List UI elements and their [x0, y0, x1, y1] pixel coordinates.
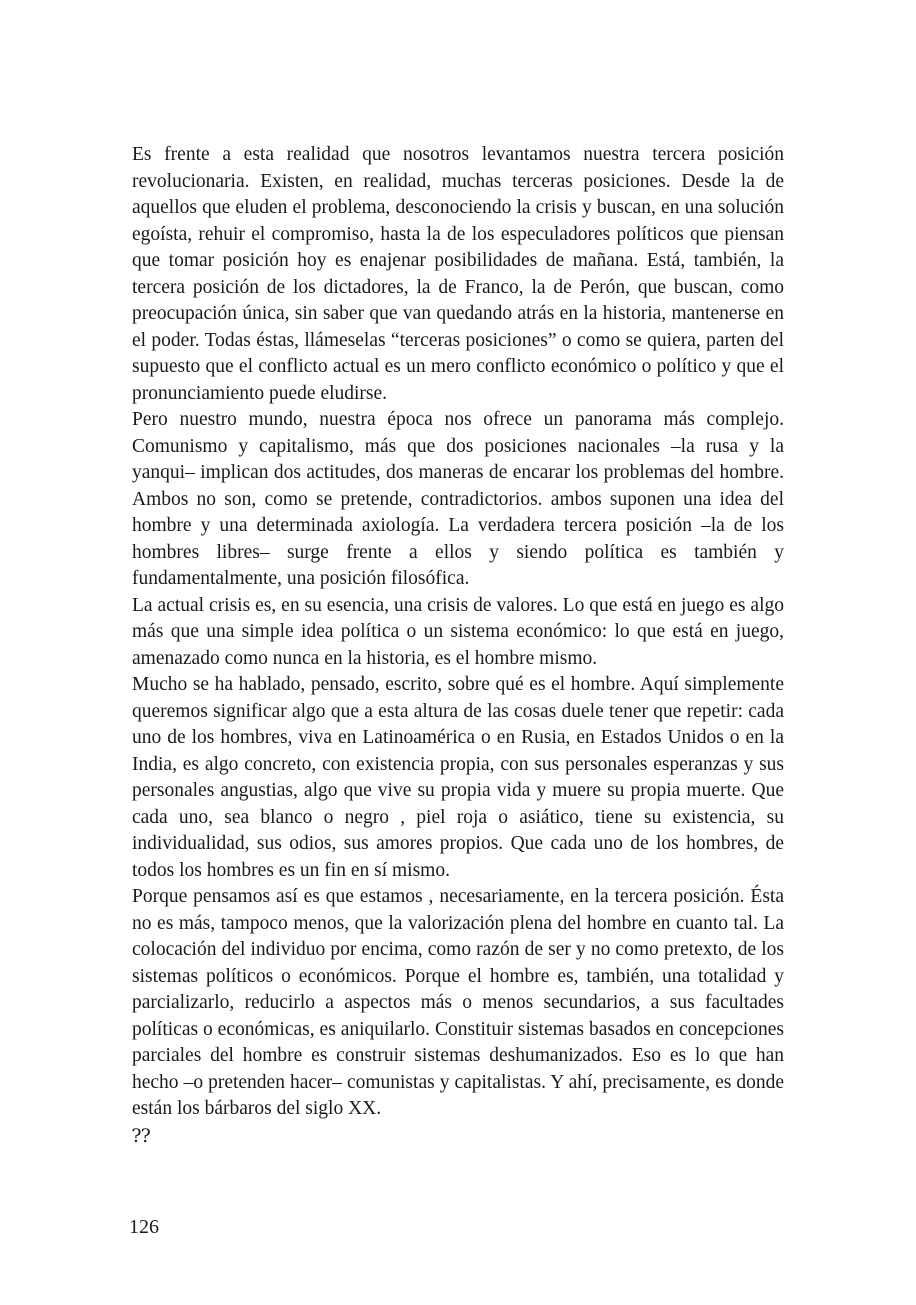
paragraph-3: La actual crisis es, en su esencia, una crisis de valores. Lo que está en juego es algo más que una simple idea política o un sistema económico: lo que está en juego, amenazado como nunca en la historia, es el hombre mismo. — [132, 594, 784, 669]
body-text — [132, 142, 784, 1123]
paragraph-1: Es frente a esta realidad que nosotros levantamos nuestra tercera posición revolucionaria. Existen, en realidad, muchas terceras posiciones. Desde la de aquellos que eluden el problema, desconociendo la crisis y buscan, en una solución egoísta, rehuir el compromiso, hasta la de los especuladores políticos que piensan que tomar posición hoy es enajenar posibilidades de mañana. Está, también, la tercera posición de los dictadores, la de Franco, la de Perón, que buscan, como preocupación única, sin saber que van quedando atrás en la historia, mantenerse en el poder. Todas éstas, llámeselas “terceras posiciones” o como se quiera, parten del supuesto que el conflicto actual es un mero conflicto económico o político y que el pronunciamiento puede eludirse. — [132, 144, 784, 404]
paragraph-5: Porque pensamos así es que estamos , necesariamente, en la tercera posición. Ésta no es más, tampoco menos, que la valorización plena del hombre en cuanto tal. La colocación del individuo por encima, como razón de ser y no como pretexto, de los sistemas políticos o económicos. Porque el hombre es, también, una totalidad y parcializarlo, reducirlo a aspectos más o menos secundarios, a sus facultades políticas o económicas, es aniquilarlo. Constituir sistemas basados en concepciones parciales del hombre es construir sistemas deshumanizados. Eso es lo que han hecho –o pretenden hacer– comunistas y capitalistas. Y ahí, precisamente, es donde están los bárbaros del siglo XX. — [132, 886, 784, 1119]
page-number: 126 — [129, 1216, 159, 1238]
paragraph-4: Mucho se ha hablado, pensado, escrito, sobre qué es el hombre. Aquí simplemente queremos significar algo que a esta altura de las cosas duele tener que repetir: cada uno de los hombres, viva en Latinoamérica o en Rusia, en Estados Unidos o en la India, es algo concreto, con existencia propia, con sus personales esperanzas y sus personales angustias, algo que vive su propia vida y muere su propia muerte. Que cada uno, sea blanco o negro , piel roja o asiático, tiene su existencia, su individualidad, sus odios, sus amores propios. Que cada uno de los hombres, de todos los hombres es un fin en sí mismo. — [132, 674, 784, 881]
missing-glyph-marker: ⁇ — [132, 1126, 151, 1147]
paragraph-2: Pero nuestro mundo, nuestra época nos ofrece un panorama más complejo. Comunismo y capitalismo, más que dos posiciones nacionales –la rusa y la yanqui– implican dos actitudes, dos maneras de encarar los problemas del hombre. Ambos no son, como se pretende, contradictorios. ambos suponen una idea del hombre y una determinada axiología. La verdadera tercera posición –la de los hombres libres– surge frente a ellos y siendo política es también y fundamentalmente, una posición filosófica. — [132, 409, 784, 589]
